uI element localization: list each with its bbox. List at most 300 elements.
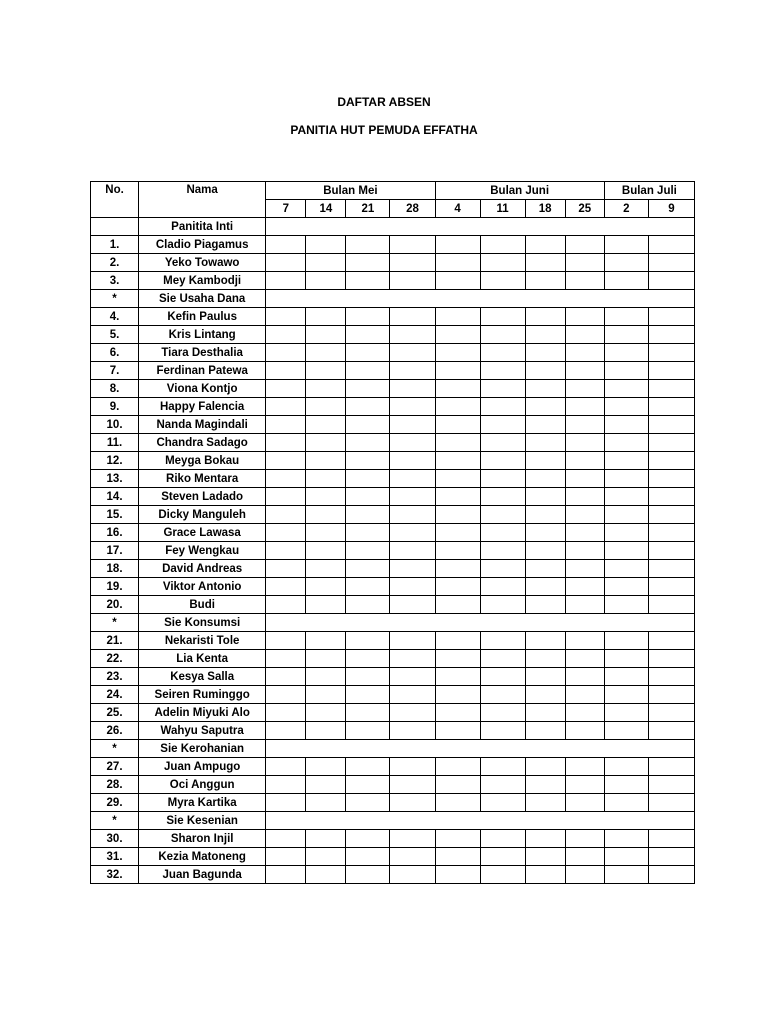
- row-number: 17.: [91, 542, 139, 560]
- attendance-cell: [266, 506, 306, 524]
- section-label: Sie Kerohanian: [139, 740, 266, 758]
- table-row: [91, 452, 695, 470]
- attendance-cell: [604, 578, 648, 596]
- attendance-cell: [435, 722, 480, 740]
- attendance-cell: [435, 506, 480, 524]
- member-name: Tiara Desthalia: [139, 344, 266, 362]
- section-row: [91, 218, 695, 236]
- attendance-cell: [346, 362, 390, 380]
- attendance-cell: [390, 722, 435, 740]
- attendance-cell: [648, 794, 694, 812]
- table-row: [91, 254, 695, 272]
- attendance-cell: [435, 668, 480, 686]
- attendance-cell: [525, 632, 565, 650]
- attendance-cell: [565, 794, 604, 812]
- attendance-cell: [565, 254, 604, 272]
- attendance-cell: [346, 434, 390, 452]
- attendance-cell: [565, 668, 604, 686]
- attendance-cell: [480, 578, 525, 596]
- attendance-cell: [604, 488, 648, 506]
- row-number: 8.: [91, 380, 139, 398]
- attendance-cell: [604, 668, 648, 686]
- attendance-cell: [346, 830, 390, 848]
- table-row: [91, 470, 695, 488]
- row-number: 26.: [91, 722, 139, 740]
- member-name: Nekaristi Tole: [139, 632, 266, 650]
- attendance-cell: [306, 506, 346, 524]
- attendance-cell: [648, 542, 694, 560]
- attendance-cell: [346, 794, 390, 812]
- header-month-juli: Bulan Juli: [604, 182, 694, 200]
- attendance-cell: [525, 398, 565, 416]
- section-spacer: [266, 740, 695, 758]
- attendance-cell: [390, 308, 435, 326]
- attendance-cell: [266, 596, 306, 614]
- attendance-cell: [648, 596, 694, 614]
- attendance-cell: [435, 704, 480, 722]
- member-name: Budi: [139, 596, 266, 614]
- attendance-cell: [648, 398, 694, 416]
- attendance-cell: [525, 344, 565, 362]
- attendance-cell: [346, 488, 390, 506]
- attendance-cell: [346, 272, 390, 290]
- page-title: DAFTAR ABSEN: [337, 95, 431, 109]
- attendance-cell: [480, 272, 525, 290]
- attendance-cell: [266, 398, 306, 416]
- attendance-cell: [266, 452, 306, 470]
- attendance-cell: [435, 686, 480, 704]
- attendance-cell: [648, 776, 694, 794]
- attendance-cell: [480, 524, 525, 542]
- member-name: Kefin Paulus: [139, 308, 266, 326]
- table-row: [91, 524, 695, 542]
- attendance-cell: [480, 866, 525, 884]
- member-name: Cladio Piagamus: [139, 236, 266, 254]
- attendance-cell: [435, 308, 480, 326]
- attendance-cell: [390, 488, 435, 506]
- row-number: 21.: [91, 632, 139, 650]
- attendance-cell: [648, 758, 694, 776]
- table-row: [91, 326, 695, 344]
- attendance-cell: [346, 326, 390, 344]
- attendance-cell: [604, 686, 648, 704]
- attendance-cell: [480, 830, 525, 848]
- attendance-cell: [648, 470, 694, 488]
- attendance-cell: [435, 632, 480, 650]
- attendance-cell: [480, 452, 525, 470]
- attendance-cell: [604, 272, 648, 290]
- attendance-cell: [435, 866, 480, 884]
- attendance-cell: [435, 344, 480, 362]
- attendance-cell: [604, 362, 648, 380]
- attendance-cell: [604, 830, 648, 848]
- attendance-cell: [306, 416, 346, 434]
- attendance-cell: [346, 848, 390, 866]
- attendance-cell: [390, 686, 435, 704]
- attendance-cell: [435, 758, 480, 776]
- attendance-cell: [390, 434, 435, 452]
- attendance-cell: [266, 416, 306, 434]
- attendance-cell: [306, 254, 346, 272]
- attendance-cell: [346, 632, 390, 650]
- attendance-cell: [390, 254, 435, 272]
- attendance-cell: [565, 398, 604, 416]
- attendance-cell: [480, 632, 525, 650]
- attendance-cell: [306, 434, 346, 452]
- attendance-cell: [648, 650, 694, 668]
- row-number: *: [91, 812, 139, 830]
- attendance-cell: [648, 488, 694, 506]
- attendance-cell: [565, 380, 604, 398]
- row-number: 9.: [91, 398, 139, 416]
- attendance-cell: [435, 272, 480, 290]
- attendance-cell: [525, 542, 565, 560]
- attendance-cell: [266, 470, 306, 488]
- attendance-cell: [266, 668, 306, 686]
- attendance-cell: [604, 704, 648, 722]
- header-month-juni: Bulan Juni: [435, 182, 604, 200]
- header-date: 25: [565, 200, 604, 218]
- attendance-cell: [390, 578, 435, 596]
- member-name: Ferdinan Patewa: [139, 362, 266, 380]
- attendance-cell: [480, 542, 525, 560]
- attendance-cell: [525, 470, 565, 488]
- section-spacer: [266, 812, 695, 830]
- attendance-cell: [525, 596, 565, 614]
- section-row: [91, 614, 695, 632]
- attendance-cell: [565, 686, 604, 704]
- row-number: 19.: [91, 578, 139, 596]
- attendance-cell: [525, 326, 565, 344]
- attendance-cell: [525, 380, 565, 398]
- attendance-cell: [306, 650, 346, 668]
- attendance-cell: [390, 632, 435, 650]
- attendance-cell: [306, 704, 346, 722]
- attendance-cell: [525, 488, 565, 506]
- section-label: Panitita Inti: [139, 218, 266, 236]
- attendance-cell: [604, 758, 648, 776]
- attendance-cell: [648, 830, 694, 848]
- attendance-cell: [480, 848, 525, 866]
- attendance-cell: [604, 344, 648, 362]
- attendance-cell: [480, 254, 525, 272]
- member-name: David Andreas: [139, 560, 266, 578]
- attendance-cell: [648, 866, 694, 884]
- attendance-cell: [435, 362, 480, 380]
- attendance-cell: [390, 380, 435, 398]
- attendance-cell: [525, 830, 565, 848]
- attendance-cell: [648, 362, 694, 380]
- member-name: Kris Lintang: [139, 326, 266, 344]
- row-number: 14.: [91, 488, 139, 506]
- attendance-cell: [480, 686, 525, 704]
- attendance-cell: [435, 488, 480, 506]
- attendance-cell: [648, 506, 694, 524]
- attendance-cell: [525, 416, 565, 434]
- attendance-cell: [480, 398, 525, 416]
- member-name: Riko Mentara: [139, 470, 266, 488]
- attendance-cell: [435, 596, 480, 614]
- member-name: Myra Kartika: [139, 794, 266, 812]
- member-name: Nanda Magindali: [139, 416, 266, 434]
- attendance-cell: [306, 776, 346, 794]
- attendance-cell: [346, 308, 390, 326]
- attendance-cell: [390, 398, 435, 416]
- header-date: 14: [306, 200, 346, 218]
- attendance-cell: [390, 326, 435, 344]
- attendance-cell: [525, 506, 565, 524]
- table-row: [91, 668, 695, 686]
- row-number: 16.: [91, 524, 139, 542]
- row-number: 10.: [91, 416, 139, 434]
- table-header: [91, 182, 695, 218]
- attendance-cell: [346, 416, 390, 434]
- attendance-cell: [435, 254, 480, 272]
- table-row: [91, 866, 695, 884]
- attendance-cell: [480, 434, 525, 452]
- attendance-cell: [306, 344, 346, 362]
- attendance-cell: [390, 704, 435, 722]
- member-name: Viktor Antonio: [139, 578, 266, 596]
- attendance-cell: [346, 506, 390, 524]
- row-number: 5.: [91, 326, 139, 344]
- attendance-cell: [306, 632, 346, 650]
- attendance-cell: [306, 272, 346, 290]
- attendance-cell: [648, 524, 694, 542]
- attendance-cell: [266, 704, 306, 722]
- row-number: 23.: [91, 668, 139, 686]
- header-date: 18: [525, 200, 565, 218]
- attendance-cell: [604, 416, 648, 434]
- row-number: 29.: [91, 794, 139, 812]
- attendance-cell: [565, 506, 604, 524]
- attendance-cell: [435, 398, 480, 416]
- attendance-cell: [266, 650, 306, 668]
- attendance-cell: [266, 866, 306, 884]
- header-date: 7: [266, 200, 306, 218]
- attendance-cell: [435, 416, 480, 434]
- attendance-cell: [435, 452, 480, 470]
- attendance-cell: [346, 524, 390, 542]
- member-name: Seiren Ruminggo: [139, 686, 266, 704]
- row-number: 15.: [91, 506, 139, 524]
- attendance-cell: [525, 272, 565, 290]
- attendance-cell: [604, 632, 648, 650]
- attendance-cell: [525, 686, 565, 704]
- section-row: [91, 740, 695, 758]
- row-number: 22.: [91, 650, 139, 668]
- row-number: 11.: [91, 434, 139, 452]
- table-row: [91, 650, 695, 668]
- attendance-cell: [565, 344, 604, 362]
- attendance-cell: [435, 794, 480, 812]
- attendance-cell: [648, 632, 694, 650]
- table-row: [91, 416, 695, 434]
- attendance-cell: [648, 326, 694, 344]
- header-date: 11: [480, 200, 525, 218]
- attendance-cell: [565, 434, 604, 452]
- table-row: [91, 398, 695, 416]
- row-number: 7.: [91, 362, 139, 380]
- attendance-cell: [435, 830, 480, 848]
- attendance-cell: [480, 488, 525, 506]
- row-number: 3.: [91, 272, 139, 290]
- member-name: Happy Falencia: [139, 398, 266, 416]
- attendance-cell: [390, 506, 435, 524]
- attendance-table: [90, 181, 695, 884]
- attendance-cell: [525, 254, 565, 272]
- table-row: [91, 596, 695, 614]
- attendance-cell: [390, 524, 435, 542]
- section-label: Sie Konsumsi: [139, 614, 266, 632]
- attendance-cell: [266, 308, 306, 326]
- member-name: Viona Kontjo: [139, 380, 266, 398]
- attendance-cell: [346, 722, 390, 740]
- attendance-cell: [565, 776, 604, 794]
- row-number: 24.: [91, 686, 139, 704]
- table-row: [91, 686, 695, 704]
- row-number: [91, 218, 139, 236]
- attendance-cell: [480, 506, 525, 524]
- attendance-cell: [565, 524, 604, 542]
- attendance-cell: [604, 542, 648, 560]
- page-subtitle: PANITIA HUT PEMUDA EFFATHA: [290, 123, 478, 137]
- row-number: 30.: [91, 830, 139, 848]
- table-row: [91, 704, 695, 722]
- member-name: Kesya Salla: [139, 668, 266, 686]
- attendance-cell: [306, 830, 346, 848]
- attendance-cell: [565, 596, 604, 614]
- row-number: 13.: [91, 470, 139, 488]
- attendance-cell: [525, 848, 565, 866]
- attendance-cell: [266, 542, 306, 560]
- attendance-cell: [346, 578, 390, 596]
- attendance-cell: [604, 560, 648, 578]
- attendance-cell: [266, 776, 306, 794]
- attendance-cell: [306, 326, 346, 344]
- attendance-cell: [480, 344, 525, 362]
- attendance-cell: [346, 596, 390, 614]
- attendance-cell: [435, 470, 480, 488]
- attendance-cell: [565, 848, 604, 866]
- attendance-cell: [565, 830, 604, 848]
- attendance-cell: [648, 668, 694, 686]
- attendance-cell: [266, 524, 306, 542]
- attendance-cell: [525, 776, 565, 794]
- attendance-cell: [390, 272, 435, 290]
- attendance-cell: [390, 650, 435, 668]
- row-number: 31.: [91, 848, 139, 866]
- attendance-cell: [306, 488, 346, 506]
- attendance-cell: [565, 722, 604, 740]
- attendance-cell: [346, 686, 390, 704]
- attendance-cell: [390, 470, 435, 488]
- attendance-cell: [346, 470, 390, 488]
- attendance-cell: [266, 632, 306, 650]
- attendance-cell: [390, 668, 435, 686]
- attendance-cell: [565, 470, 604, 488]
- row-number: 1.: [91, 236, 139, 254]
- attendance-cell: [306, 542, 346, 560]
- attendance-cell: [648, 578, 694, 596]
- member-name: Yeko Towawo: [139, 254, 266, 272]
- attendance-cell: [306, 596, 346, 614]
- attendance-cell: [480, 326, 525, 344]
- attendance-cell: [346, 344, 390, 362]
- attendance-cell: [306, 524, 346, 542]
- attendance-cell: [525, 578, 565, 596]
- attendance-cell: [266, 344, 306, 362]
- member-name: Adelin Miyuki Alo: [139, 704, 266, 722]
- header-month-mei: Bulan Mei: [266, 182, 435, 200]
- attendance-cell: [306, 686, 346, 704]
- attendance-cell: [480, 668, 525, 686]
- attendance-cell: [306, 848, 346, 866]
- attendance-cell: [435, 236, 480, 254]
- member-name: Oci Anggun: [139, 776, 266, 794]
- attendance-cell: [390, 362, 435, 380]
- section-row: [91, 290, 695, 308]
- attendance-cell: [435, 326, 480, 344]
- attendance-cell: [565, 488, 604, 506]
- table-row: [91, 308, 695, 326]
- attendance-cell: [306, 668, 346, 686]
- attendance-cell: [604, 452, 648, 470]
- table-row: [91, 236, 695, 254]
- attendance-cell: [525, 452, 565, 470]
- attendance-cell: [604, 434, 648, 452]
- attendance-cell: [266, 362, 306, 380]
- attendance-cell: [604, 866, 648, 884]
- table-row: [91, 758, 695, 776]
- attendance-cell: [480, 560, 525, 578]
- attendance-cell: [390, 776, 435, 794]
- row-number: 25.: [91, 704, 139, 722]
- attendance-cell: [435, 542, 480, 560]
- header-no: No.: [91, 182, 139, 218]
- attendance-cell: [648, 452, 694, 470]
- section-spacer: [266, 218, 695, 236]
- attendance-cell: [604, 794, 648, 812]
- attendance-cell: [565, 650, 604, 668]
- table-row: [91, 578, 695, 596]
- attendance-cell: [525, 758, 565, 776]
- section-label: Sie Kesenian: [139, 812, 266, 830]
- attendance-cell: [565, 362, 604, 380]
- attendance-cell: [648, 848, 694, 866]
- attendance-cell: [525, 650, 565, 668]
- attendance-cell: [480, 596, 525, 614]
- attendance-cell: [306, 578, 346, 596]
- attendance-cell: [565, 704, 604, 722]
- attendance-cell: [604, 254, 648, 272]
- attendance-cell: [346, 758, 390, 776]
- member-name: Fey Wengkau: [139, 542, 266, 560]
- attendance-cell: [390, 848, 435, 866]
- attendance-cell: [346, 542, 390, 560]
- attendance-cell: [306, 560, 346, 578]
- row-number: 2.: [91, 254, 139, 272]
- row-number: 12.: [91, 452, 139, 470]
- row-number: 32.: [91, 866, 139, 884]
- attendance-cell: [266, 848, 306, 866]
- table-body: [91, 218, 695, 884]
- member-name: Meyga Bokau: [139, 452, 266, 470]
- attendance-cell: [266, 326, 306, 344]
- attendance-cell: [565, 542, 604, 560]
- attendance-cell: [565, 236, 604, 254]
- section-label: Sie Usaha Dana: [139, 290, 266, 308]
